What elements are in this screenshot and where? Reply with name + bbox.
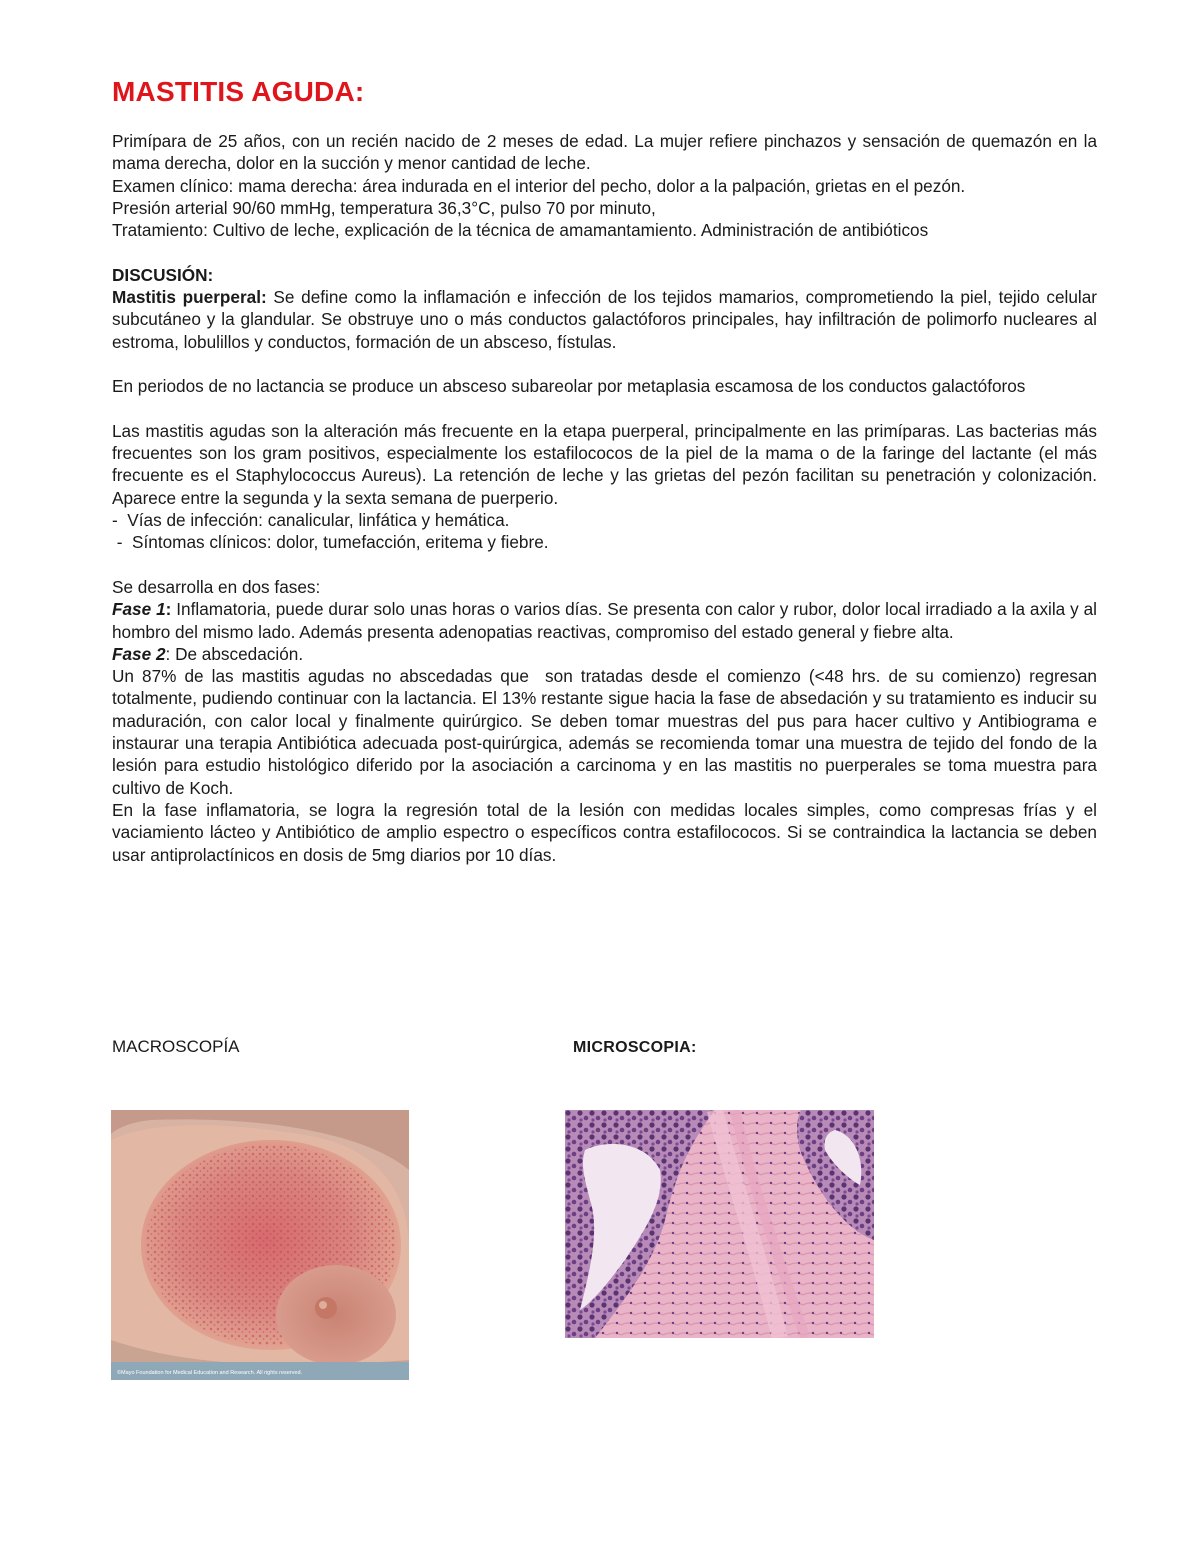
treatment-paragraph: Un 87% de las mastitis agudas no abscedadas que son tratadas desde el comienzo (<48 hrs. de su comienzo) regresan totalmente, pudiendo continuar con la lactancia. El 13% restante sigue hacia la fase de absedación y su tratamiento es inducir su maduración, con calor local y finalmente quirúrgico. Se deben tomar muestras del pus para hacer cultivo y Antibiograma e instaurar una terapia Antibiótica adecuada post-quirúrgica, además se recomienda tomar una muestra de tejido del fondo de la lesión para estudio histológico diferido por la asociación a carcinoma y en las mastitis no puerperales se toma muestra para cultivo de Koch.: [112, 666, 1102, 798]
non-lactation-paragraph: En periodos de no lactancia se produce un absceso subareolar por metaplasia escamosa de los conductos galactóforos: [112, 376, 1026, 397]
phase-1-label: Fase 1: [112, 599, 166, 620]
microscopy-photo: [565, 1110, 874, 1338]
inflammatory-phase-paragraph: En la fase inflamatoria, se logra la regresión total de la lesión con medidas locales simples, como compresas frías y el vaciamiento lácteo y Antibiótico de amplio espectro o específicos contra estafilococos. Si se contraindica la lactancia se deben usar antiprolactínicos en dosis de 5mg diarios por 10 días.: [112, 799, 1097, 865]
case-description: Primípara de 25 años, con un recién nacido de 2 meses de edad. La mujer refiere pinchazos y sensación de quemazón en la mama derecha, dolor en la succión y menor cantidad de leche.: [112, 131, 1097, 174]
bullet-infection-routes: - Vías de infección: canalicular, linfática y hemática.: [112, 510, 510, 531]
discussion-heading: DISCUSIÓN:: [112, 264, 214, 285]
definition-paragraph: [112, 286, 1097, 353]
bullet-symptoms: - Síntomas clínicos: dolor, tumefacción, eritema y fiebre.: [112, 532, 549, 553]
frequency-paragraph: Las mastitis agudas son la alteración más frecuente en la etapa puerperal, principalmente en las primíparas. Las bacterias más frecuentes son los gram positivos, especialmente los estafilococos de la piel de la mama o de la faringe del lactante (el más frecuente es el Staphylococcus Aureus). La retención de leche y las grietas del pezón facilitan su penetración y colonización. Aparece entre la segunda y la sexta semana de puerperio.: [112, 420, 1097, 508]
macroscopy-photo: [111, 1110, 409, 1380]
phase-1-colon: :: [165, 599, 172, 620]
page-title: MASTITIS AGUDA:: [112, 76, 365, 107]
phase-2-paragraph: [112, 643, 1097, 665]
macroscopy-credit: ©Mayo Foundation for Medical Education and Research. All rights reserved.: [117, 1370, 303, 1376]
phase-1-text: Inflamatoria, puede durar solo unas horas o varios días. Se presenta con calor y rubor, dolor local irradiado a la axila y al hombro del mismo lado. Además presenta adenopatias reactivas, compromiso del estado general y fiebre alta.: [112, 599, 1098, 642]
phase-2-text: : De abscedación.: [165, 643, 304, 664]
definition-term: Mastitis puerperal:: [112, 287, 267, 308]
phase-2-label: Fase 2: [112, 643, 166, 664]
macroscopy-caption: MACROSCOPÍA: [112, 1037, 240, 1056]
clinical-exam: Examen clínico: mama derecha: área indurada en el interior del pecho, dolor a la palpación, grietas en el pezón.: [112, 175, 966, 196]
document-body: [112, 130, 1102, 866]
phase-1-paragraph: [112, 598, 1097, 643]
microscopy-caption: MICROSCOPIA:: [573, 1039, 697, 1056]
phases-intro: Se desarrolla en dos fases:: [112, 576, 321, 597]
treatment: Tratamiento: Cultivo de leche, explicación de la técnica de amamantamiento. Administración de antibióticos: [112, 220, 929, 241]
vital-signs: Presión arterial 90/60 mmHg, temperatura 36,3°C, pulso 70 por minuto,: [112, 197, 656, 218]
definition-text: Se define como la inflamación e infección de los tejidos mamarios, comprometiendo la piel, tejido celular subcutáneo y la glandular. Se obstruye uno o más conductos galactóforos principales, hay infiltración de polimorfo nucleares al estroma, lobulillos y conductos, formación de un absceso, fístulas.: [112, 287, 1097, 352]
